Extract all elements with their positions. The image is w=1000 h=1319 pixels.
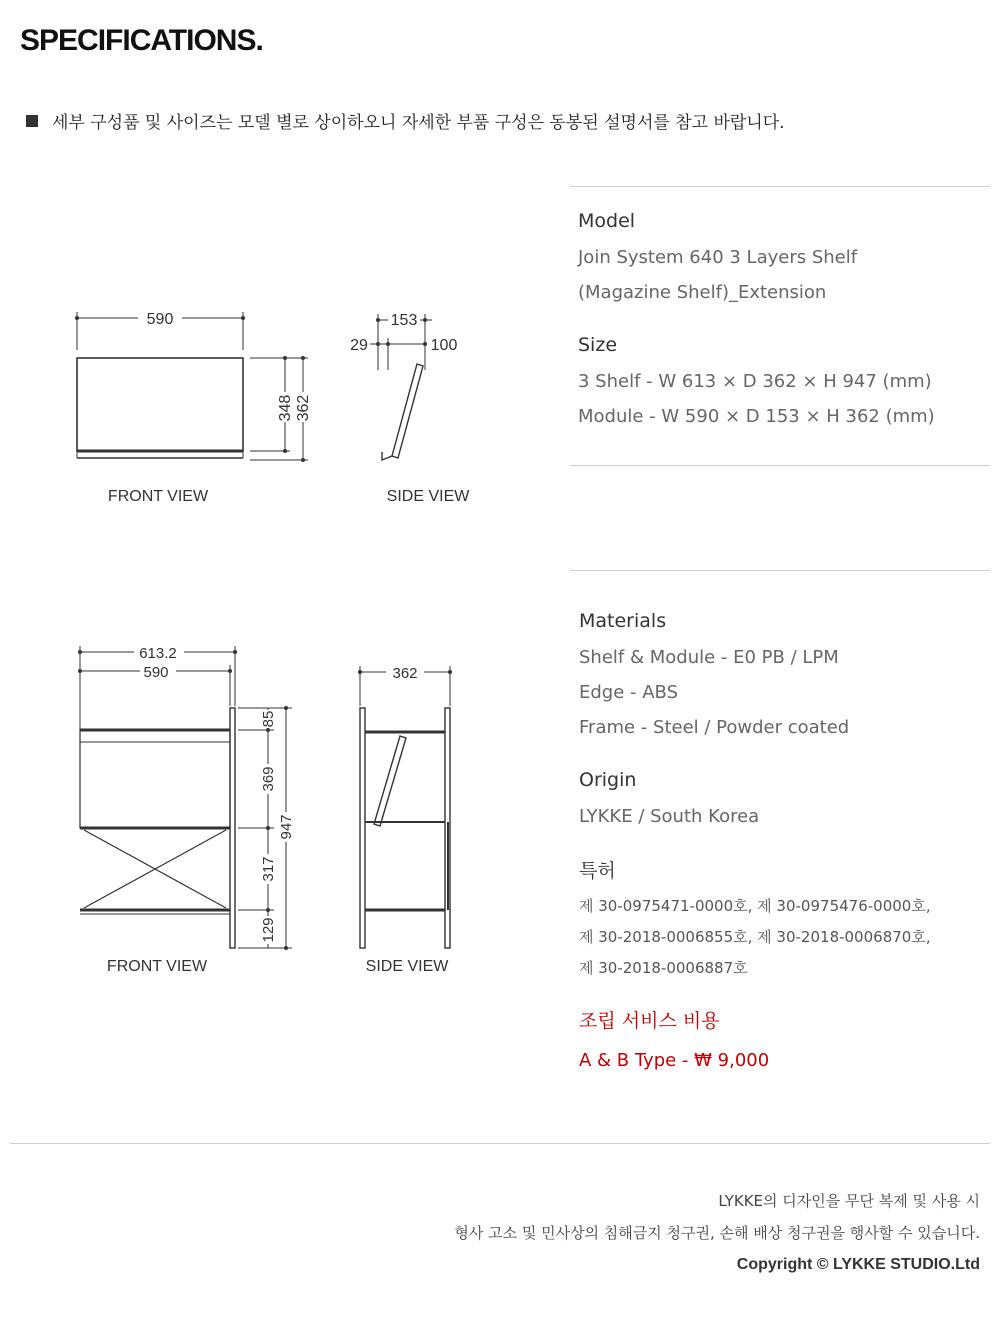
materials-line: Edge - ABS bbox=[579, 682, 679, 703]
divider bbox=[570, 186, 990, 187]
page-title: SPECIFICATIONS. bbox=[20, 24, 263, 57]
divider bbox=[570, 465, 990, 466]
dim-height-label: 362 bbox=[295, 394, 312, 422]
footer-notice bbox=[454, 1185, 980, 1281]
model-label: Model bbox=[578, 210, 636, 232]
materials-line: Shelf & Module - E0 PB / LPM bbox=[579, 647, 839, 668]
size-label: Size bbox=[578, 334, 618, 356]
front-view-caption: FRONT VIEW bbox=[106, 958, 208, 975]
footer-line: LYKKE의 디자인을 무단 복제 및 사용 시 bbox=[718, 1192, 980, 1210]
notice-line bbox=[26, 108, 785, 133]
dim-height-label: 317 bbox=[260, 856, 277, 882]
spec-block-materials bbox=[579, 610, 989, 1078]
dim-label: 100 bbox=[430, 337, 458, 354]
assembly-service-label: 조립 서비스 비용 bbox=[579, 1010, 720, 1032]
model-line: Join System 640 3 Layers Shelf bbox=[578, 247, 858, 268]
shelf-dimension-diagram bbox=[60, 640, 560, 980]
dim-height-label: 85 bbox=[260, 710, 277, 728]
spec-block-model-size bbox=[578, 210, 978, 434]
origin-label: Origin bbox=[579, 769, 637, 791]
dim-inner-width-label: 590 bbox=[143, 664, 169, 681]
dim-height-label: 129 bbox=[260, 917, 277, 943]
origin-value: LYKKE / South Korea bbox=[579, 806, 760, 827]
divider bbox=[570, 570, 990, 571]
divider bbox=[10, 1143, 990, 1144]
dim-height-label: 348 bbox=[277, 394, 294, 422]
front-view-caption: FRONT VIEW bbox=[107, 488, 209, 505]
size-line: 3 Shelf - W 613 × D 362 × H 947 (mm) bbox=[578, 371, 932, 392]
dim-height-label: 369 bbox=[260, 766, 277, 792]
size-line: Module - W 590 × D 153 × H 362 (mm) bbox=[578, 406, 935, 427]
square-bullet-icon bbox=[26, 115, 38, 127]
footer-line: 형사 고소 및 민사상의 침해금지 청구권, 손해 배상 청구권을 행사할 수 있습니다. bbox=[454, 1224, 980, 1242]
assembly-service-price: A & B Type - ₩ 9,000 bbox=[579, 1050, 770, 1071]
module-dimension-diagram bbox=[60, 300, 580, 540]
dim-label: 29 bbox=[350, 337, 368, 354]
dim-depth-label: 362 bbox=[392, 665, 418, 682]
patent-line: 제 30-2018-0006887호 bbox=[579, 959, 748, 977]
dim-width-label: 590 bbox=[146, 311, 174, 328]
model-line: (Magazine Shelf)_Extension bbox=[578, 282, 827, 303]
patent-label: 특허 bbox=[579, 860, 616, 882]
patent-line: 제 30-2018-0006855호, 제 30-2018-0006870호, bbox=[579, 928, 931, 946]
notice-text: 세부 구성품 및 사이즈는 모델 별로 상이하오니 자세한 부품 구성은 동봉된 설명서를 참고 바랍니다. bbox=[52, 113, 785, 133]
side-view-caption: SIDE VIEW bbox=[365, 958, 449, 975]
copyright: Copyright © LYKKE STUDIO.Ltd bbox=[736, 1256, 980, 1273]
dim-outer-width-label: 613.2 bbox=[139, 645, 177, 662]
materials-label: Materials bbox=[579, 610, 667, 632]
patent-line: 제 30-0975471-0000호, 제 30-0975476-0000호, bbox=[579, 897, 931, 915]
dim-total-height-label: 947 bbox=[278, 814, 295, 840]
dim-depth-label: 153 bbox=[390, 312, 418, 329]
materials-line: Frame - Steel / Powder coated bbox=[579, 717, 850, 738]
side-view-caption: SIDE VIEW bbox=[386, 488, 470, 505]
